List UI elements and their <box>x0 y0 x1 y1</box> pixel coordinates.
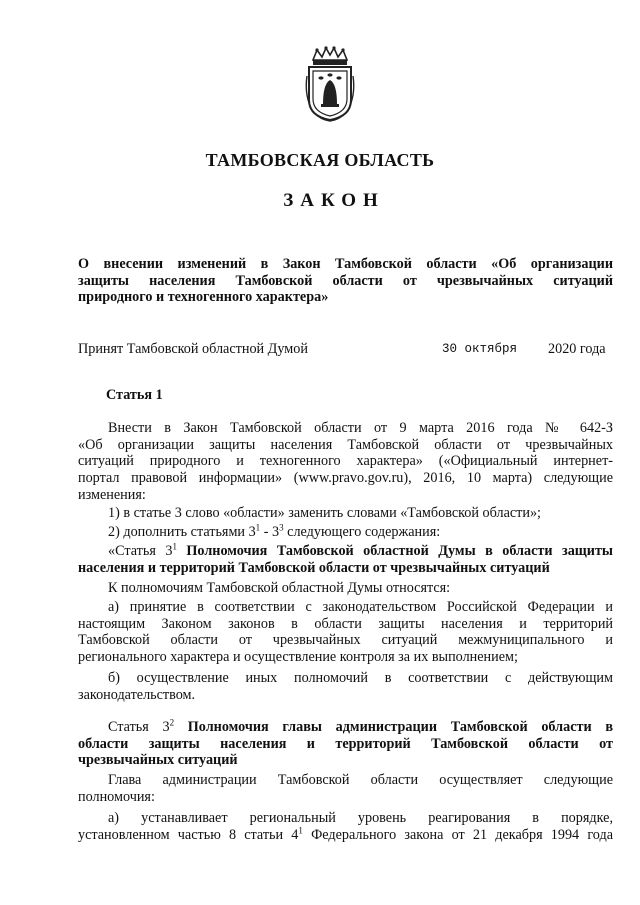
item-2 <box>78 524 613 541</box>
law-title-line: защиты населения Тамбовской области от чрезвычайных ситуаций <box>78 272 613 289</box>
item-2-text: - 3 <box>260 524 280 540</box>
text-line: установленном частью 8 статьи 4 <box>78 826 299 843</box>
law-title-line: О внесении изменений в Закон Тамбовской области «Об организации <box>78 256 613 272</box>
tambov-coat-of-arms-icon <box>303 46 357 122</box>
item-1: 1) в статье 3 слово «области» заменить словами «Тамбовской области»; <box>108 505 541 521</box>
text-line: а) принятие в соответствии с законодательством Российской Федерации и <box>108 599 613 615</box>
text-line: портал правовой информации» (www.pravo.gov.ru), 2016, 10 марта) следующие <box>78 470 613 487</box>
item-2-text: следующего содержания: <box>283 524 441 540</box>
duma-item-a <box>78 599 613 666</box>
text-line: изменения: <box>78 486 146 503</box>
article-3-2-title: чрезвычайных ситуаций <box>78 752 238 769</box>
duma-item-b <box>78 670 613 703</box>
text-line: Федерального закона от 21 декабря 1994 года <box>302 826 613 843</box>
article-3-2-heading <box>78 719 613 769</box>
text-line: законодательством. <box>78 686 196 703</box>
article-3-2-title: области защиты населения и территорий Тамбовской области от <box>78 735 613 752</box>
superscript: 1 <box>255 522 261 533</box>
text-line: ситуаций природного и техногенного характера» («Официальный интернет- <box>78 453 613 470</box>
article-3-2-label: Статья 3 <box>108 719 170 735</box>
text-line: Глава администрации Тамбовской области осуществляет следующие <box>108 772 613 788</box>
text-line: Тамбовской области от чрезвычайных ситуаций межмуниципального и <box>78 632 613 649</box>
superscript: 2 <box>169 717 175 728</box>
text-line: «Об организации защиты населения Тамбовской области от чрезвычайных <box>78 436 613 453</box>
law-title <box>78 256 613 306</box>
item-2-text: 2) дополнить статьями 3 <box>108 524 256 540</box>
text-line: б) осуществление иных полномочий в соответствии с действующим <box>108 670 613 686</box>
head-intro <box>78 772 613 805</box>
superscript: 1 <box>172 541 177 552</box>
text-line: Внести в Закон Тамбовской области от 9 марта 2016 года № 642-З <box>108 420 613 436</box>
law-title-line: природного и техногенного характера» <box>78 289 329 306</box>
article-3-2-title: Полномочия главы администрации Тамбовской области в <box>174 719 614 735</box>
head-item-a <box>78 810 613 843</box>
article-3-1-title: населения и территорий Тамбовской области от чрезвычайных ситуаций <box>78 559 550 576</box>
duma-intro: К полномочиям Тамбовской областной Думы относятся: <box>108 580 451 596</box>
adoption-line <box>78 341 613 359</box>
text-line: а) устанавливает региональный уровень реагирования в порядке, <box>108 810 613 826</box>
adoption-date: 30 октября <box>442 342 518 356</box>
superscript: 1 <box>298 824 303 835</box>
article-intro <box>78 420 613 504</box>
superscript: 3 <box>279 522 284 533</box>
article-3-1-label: «Статья 3 <box>108 543 173 559</box>
text-line: регионального характера и осуществление контроля за их выполнением; <box>78 649 518 666</box>
region-name: ТАМБОВСКАЯ ОБЛАСТЬ <box>205 150 435 170</box>
text-line: настоящим Законом законов в области защиты населения и территорий <box>78 615 613 632</box>
adoption-year: 2020 года <box>548 341 606 357</box>
text-line: полномочия: <box>78 788 155 805</box>
document-type: ЗАКОН <box>283 190 385 211</box>
article-3-1-title: Полномочия Тамбовской областной Думы в области защиты <box>176 543 614 559</box>
article-heading: Статья 1 <box>106 387 163 403</box>
article-3-1-heading <box>78 543 613 576</box>
adoption-label: Принят Тамбовской областной Думой <box>78 341 308 357</box>
